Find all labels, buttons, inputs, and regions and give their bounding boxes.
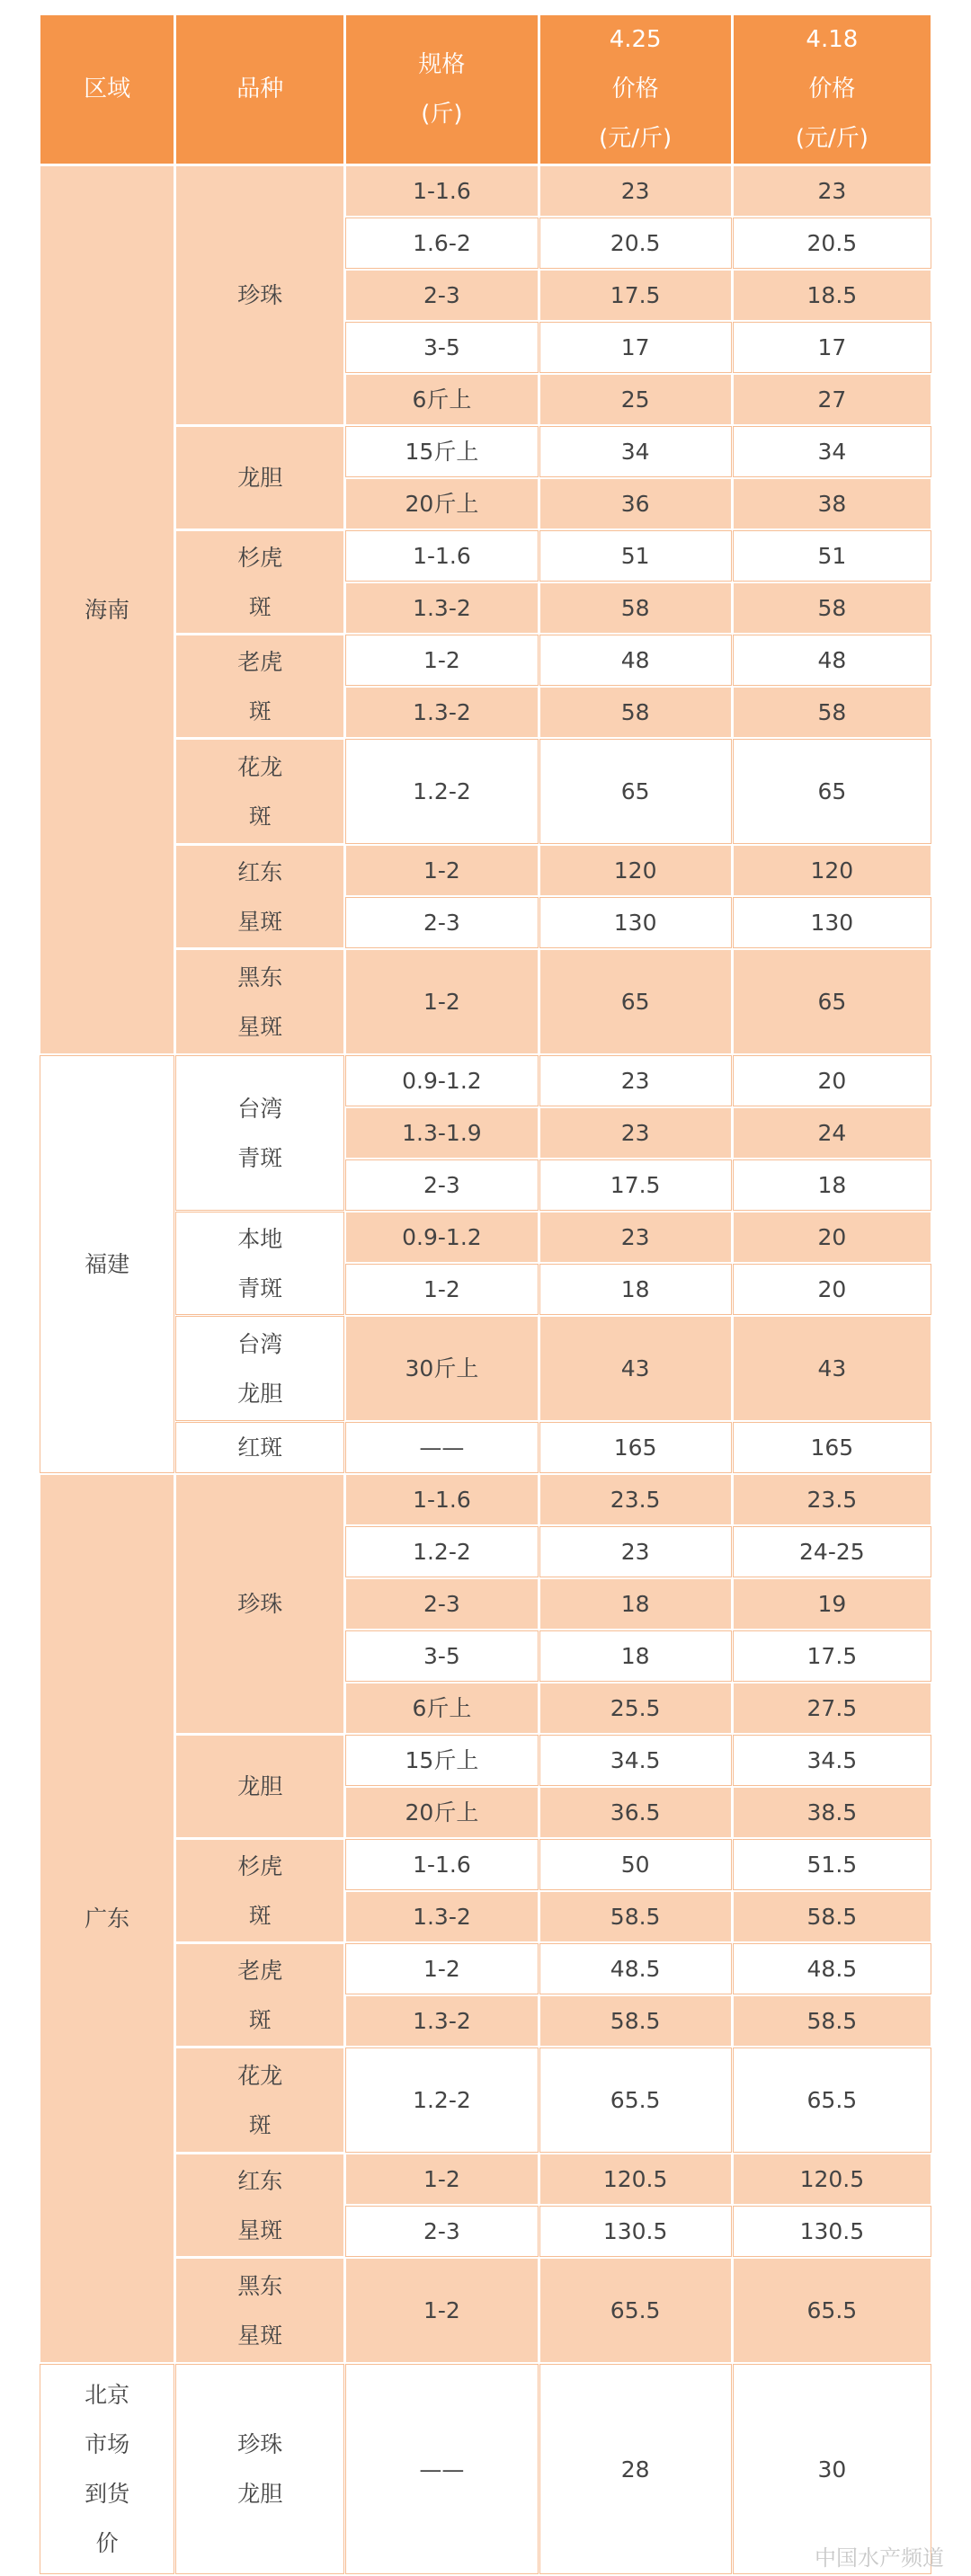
region-cell: 北京 市场 到货 价 (40, 2365, 174, 2573)
spec-cell: 1.3-2 (346, 583, 537, 633)
variety-cell: 龙胆 (176, 427, 343, 529)
region-cell: 福建 (40, 1056, 174, 1472)
spec-cell: 2-3 (346, 898, 537, 947)
price-cell-2: 20.5 (734, 218, 931, 268)
table-row (40, 2154, 931, 2204)
price-cell-1: 17 (540, 323, 731, 372)
spec-cell: 1-2 (346, 1265, 537, 1314)
price-cell-2: 18 (734, 1160, 931, 1210)
price-cell-1: 65.5 (540, 2048, 731, 2152)
price-cell-1: 130 (540, 898, 731, 947)
price-cell-2: 18.5 (734, 271, 931, 320)
table-row (40, 427, 931, 476)
price-cell-1: 23.5 (540, 1475, 731, 1524)
spec-cell: 1.3-1.9 (346, 1108, 537, 1158)
spec-cell: 3-5 (346, 323, 537, 372)
table-body (40, 166, 931, 2573)
variety-cell: 花龙 斑 (176, 740, 343, 843)
table-row (40, 271, 931, 320)
price-cell-2: 65 (734, 740, 931, 843)
spec-cell: 1-1.6 (346, 1840, 537, 1889)
spec-cell: 2-3 (346, 2207, 537, 2256)
variety-cell: 老虎 斑 (176, 635, 343, 737)
table-row (40, 688, 931, 737)
price-cell-1: 17.5 (540, 271, 731, 320)
table-row (40, 166, 931, 216)
spec-cell: 1.3-2 (346, 1996, 537, 2046)
price-cell-2: 23 (734, 166, 931, 216)
price-cell-1: 23 (540, 1527, 731, 1577)
variety-cell: 红东 星斑 (176, 846, 343, 947)
price-cell-1: 65.5 (540, 2259, 731, 2362)
price-cell-2: 38 (734, 479, 931, 529)
spec-cell: 1.2-2 (346, 2048, 537, 2152)
spec-cell: 1-1.6 (346, 531, 537, 581)
price-cell-1: 18 (540, 1579, 731, 1629)
price-cell-1: 25.5 (540, 1683, 731, 1733)
price-cell-1: 36 (540, 479, 731, 529)
price-cell-2: 65.5 (734, 2259, 931, 2362)
table-row (40, 1475, 931, 1524)
spec-cell: 2-3 (346, 1160, 537, 1210)
price-cell-1: 65 (540, 740, 731, 843)
price-cell-2: 51.5 (734, 1840, 931, 1889)
table-row (40, 1788, 931, 1837)
spec-cell: 0.9-1.2 (346, 1212, 537, 1262)
table-row (40, 1056, 931, 1106)
price-cell-2: 48.5 (734, 1944, 931, 1994)
price-cell-2: 30 (734, 2365, 931, 2573)
price-cell-2: 24-25 (734, 1527, 931, 1577)
price-cell-1: 48.5 (540, 1944, 731, 1994)
price-table (38, 13, 933, 2576)
price-cell-2: 17 (734, 323, 931, 372)
price-cell-2: 65.5 (734, 2048, 931, 2152)
price-cell-2: 120.5 (734, 2154, 931, 2204)
spec-cell: 0.9-1.2 (346, 1056, 537, 1106)
table-row (40, 1108, 931, 1158)
price-cell-2: 58 (734, 688, 931, 737)
spec-cell: 1-2 (346, 2154, 537, 2204)
spec-cell: 1-1.6 (346, 166, 537, 216)
spec-cell: 3-5 (346, 1631, 537, 1681)
price-cell-1: 43 (540, 1317, 731, 1420)
spec-cell: 1-2 (346, 635, 537, 685)
header-spec: 规格 (斤) (346, 15, 537, 164)
region-cell: 广东 (40, 1475, 174, 2362)
region-cell: 海南 (40, 166, 174, 1053)
table-row (40, 1423, 931, 1472)
price-cell-2: 27.5 (734, 1683, 931, 1733)
price-cell-1: 23 (540, 1212, 731, 1262)
price-cell-2: 38.5 (734, 1788, 931, 1837)
price-cell-1: 120 (540, 846, 731, 895)
variety-cell: 台湾 青斑 (176, 1056, 343, 1210)
price-cell-2: 58.5 (734, 1996, 931, 2046)
variety-cell: 红斑 (176, 1423, 343, 1472)
price-cell-2: 27 (734, 375, 931, 424)
price-cell-1: 58 (540, 688, 731, 737)
spec-cell: 2-3 (346, 1579, 537, 1629)
spec-cell: 1.2-2 (346, 1527, 537, 1577)
header-row (40, 15, 931, 164)
spec-cell: 15斤上 (346, 427, 537, 476)
price-cell-1: 18 (540, 1265, 731, 1314)
spec-cell: —— (346, 2365, 537, 2573)
variety-cell: 黑东 星斑 (176, 2259, 343, 2362)
spec-cell: —— (346, 1423, 537, 1472)
spec-cell: 20斤上 (346, 1788, 537, 1837)
variety-cell: 本地 青斑 (176, 1212, 343, 1314)
table-row (40, 740, 931, 843)
table-row (40, 2365, 931, 2573)
price-cell-2: 23.5 (734, 1475, 931, 1524)
price-cell-1: 23 (540, 166, 731, 216)
price-cell-1: 130.5 (540, 2207, 731, 2256)
variety-cell: 老虎 斑 (176, 1944, 343, 2046)
price-cell-2: 130.5 (734, 2207, 931, 2256)
table-row (40, 1840, 931, 1889)
table-row (40, 1579, 931, 1629)
price-cell-2: 165 (734, 1423, 931, 1472)
price-cell-1: 20.5 (540, 218, 731, 268)
table-row (40, 1736, 931, 1785)
header-region: 区域 (40, 15, 174, 164)
price-cell-1: 48 (540, 635, 731, 685)
price-cell-1: 58 (540, 583, 731, 633)
price-cell-2: 19 (734, 1579, 931, 1629)
header-price-2: 4.18 价格 (元/斤) (734, 15, 931, 164)
table-row (40, 950, 931, 1053)
price-cell-2: 43 (734, 1317, 931, 1420)
table-row (40, 375, 931, 424)
price-cell-2: 20 (734, 1265, 931, 1314)
spec-cell: 1.3-2 (346, 1892, 537, 1941)
price-cell-2: 17.5 (734, 1631, 931, 1681)
spec-cell: 2-3 (346, 271, 537, 320)
spec-cell: 1-2 (346, 950, 537, 1053)
price-cell-2: 51 (734, 531, 931, 581)
header-price-1: 4.25 价格 (元/斤) (540, 15, 731, 164)
price-cell-2: 58 (734, 583, 931, 633)
price-cell-2: 65 (734, 950, 931, 1053)
price-cell-1: 165 (540, 1423, 731, 1472)
table-row (40, 583, 931, 633)
price-cell-1: 23 (540, 1108, 731, 1158)
variety-cell: 杉虎 斑 (176, 531, 343, 633)
spec-cell: 1-2 (346, 846, 537, 895)
variety-cell: 珍珠 龙胆 (176, 2365, 343, 2573)
table-row (40, 531, 931, 581)
price-cell-1: 18 (540, 1631, 731, 1681)
price-cell-1: 17.5 (540, 1160, 731, 1210)
table-row (40, 1892, 931, 1941)
cropped-title (0, 0, 971, 13)
table-row (40, 218, 931, 268)
table-row (40, 1317, 931, 1420)
table-row (40, 846, 931, 895)
price-cell-2: 120 (734, 846, 931, 895)
table-row (40, 1212, 931, 1262)
table-row (40, 2048, 931, 2152)
table-row (40, 1160, 931, 1210)
price-cell-2: 34.5 (734, 1736, 931, 1785)
price-cell-1: 36.5 (540, 1788, 731, 1837)
price-cell-2: 48 (734, 635, 931, 685)
table-row (40, 2259, 931, 2362)
spec-cell: 1-2 (346, 2259, 537, 2362)
spec-cell: 20斤上 (346, 479, 537, 529)
variety-cell: 台湾 龙胆 (176, 1317, 343, 1420)
table-row (40, 1527, 931, 1577)
variety-cell: 黑东 星斑 (176, 950, 343, 1053)
table-row (40, 1944, 931, 1994)
price-cell-2: 130 (734, 898, 931, 947)
table-row (40, 2207, 931, 2256)
price-cell-2: 20 (734, 1056, 931, 1106)
price-cell-1: 58.5 (540, 1996, 731, 2046)
price-cell-2: 58.5 (734, 1892, 931, 1941)
variety-cell: 珍珠 (176, 1475, 343, 1733)
price-cell-1: 58.5 (540, 1892, 731, 1941)
price-cell-1: 34.5 (540, 1736, 731, 1785)
table-row (40, 1265, 931, 1314)
price-cell-1: 28 (540, 2365, 731, 2573)
table-row (40, 323, 931, 372)
watermark: 中国水产频道 (815, 2545, 944, 2571)
spec-cell: 1.3-2 (346, 688, 537, 737)
spec-cell: 1-2 (346, 1944, 537, 1994)
table-row (40, 1996, 931, 2046)
variety-cell: 红东 星斑 (176, 2154, 343, 2256)
table-row (40, 898, 931, 947)
spec-cell: 1.6-2 (346, 218, 537, 268)
price-cell-1: 65 (540, 950, 731, 1053)
price-cell-2: 34 (734, 427, 931, 476)
spec-cell: 15斤上 (346, 1736, 537, 1785)
price-cell-1: 120.5 (540, 2154, 731, 2204)
header-variety: 品种 (176, 15, 343, 164)
spec-cell: 1.2-2 (346, 740, 537, 843)
price-cell-1: 23 (540, 1056, 731, 1106)
table-row (40, 1631, 931, 1681)
price-cell-2: 20 (734, 1212, 931, 1262)
table-row (40, 1683, 931, 1733)
spec-cell: 30斤上 (346, 1317, 537, 1420)
spec-cell: 1-1.6 (346, 1475, 537, 1524)
variety-cell: 杉虎 斑 (176, 1840, 343, 1941)
table-row (40, 479, 931, 529)
price-cell-1: 34 (540, 427, 731, 476)
table-row (40, 635, 931, 685)
variety-cell: 珍珠 (176, 166, 343, 424)
variety-cell: 花龙 斑 (176, 2048, 343, 2152)
variety-cell: 龙胆 (176, 1736, 343, 1837)
price-cell-1: 25 (540, 375, 731, 424)
price-cell-1: 50 (540, 1840, 731, 1889)
spec-cell: 6斤上 (346, 1683, 537, 1733)
price-cell-1: 51 (540, 531, 731, 581)
spec-cell: 6斤上 (346, 375, 537, 424)
price-cell-2: 24 (734, 1108, 931, 1158)
